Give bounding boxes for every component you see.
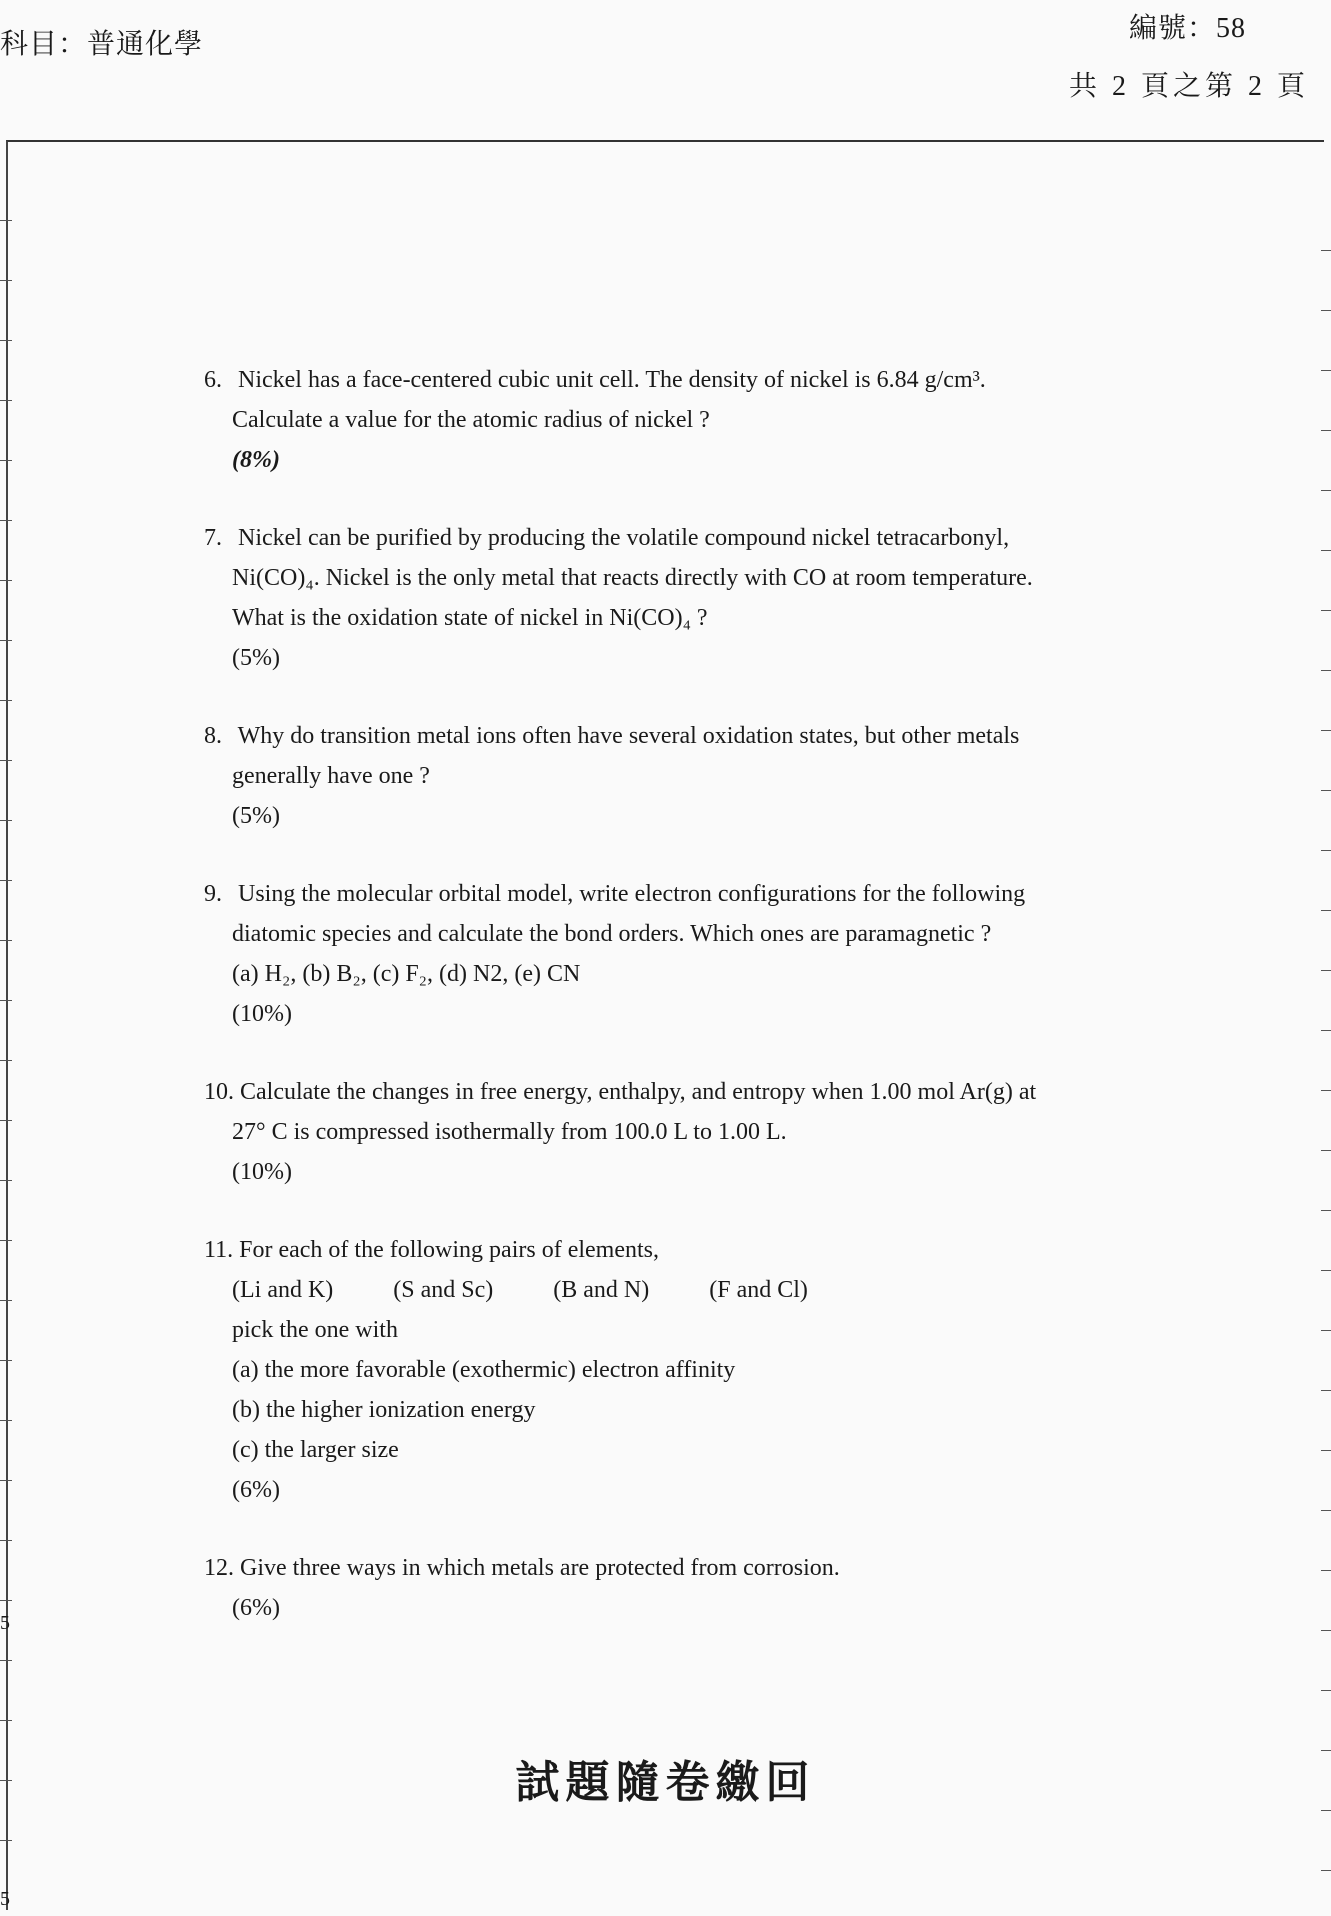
margin-tick — [0, 1600, 12, 1601]
question-points: (5%) — [232, 645, 280, 671]
question-text: What is the oxidation state of nickel in Ni(CO)₄ ? — [232, 605, 708, 631]
margin-tick — [1321, 1450, 1331, 1451]
margin-tick — [1321, 850, 1331, 851]
margin-tick — [1321, 430, 1331, 431]
question-text: Using the molecular orbital model, write electron configurations for the following — [238, 881, 1026, 907]
element-pair: (F and Cl) — [709, 1277, 808, 1303]
element-pair: (B and N) — [553, 1277, 650, 1303]
margin-tick — [1321, 1390, 1331, 1391]
margin-tick — [1321, 970, 1331, 971]
question-6 — [204, 360, 1154, 480]
margin-tick — [0, 580, 12, 581]
question-text: Nickel can be purified by producing the volatile compound nickel tetracarbonyl, — [238, 525, 1010, 551]
question-points: (10%) — [232, 1159, 292, 1185]
margin-tick — [0, 1120, 12, 1121]
question-10 — [204, 1072, 1154, 1192]
question-points: (6%) — [232, 1595, 280, 1621]
question-9 — [204, 874, 1154, 1034]
margin-tick — [0, 820, 12, 821]
question-text: (c) the larger size — [232, 1437, 399, 1463]
question-points: (5%) — [232, 803, 280, 829]
margin-tick — [0, 1300, 12, 1301]
question-points: (8%) — [232, 447, 280, 473]
margin-mark: 5 — [0, 1888, 10, 1910]
question-text: diatomic species and calculate the bond orders. Which ones are paramagnetic ? — [232, 921, 992, 947]
margin-tick — [1321, 1510, 1331, 1511]
margin-tick — [1321, 1150, 1331, 1151]
question-points: (10%) — [232, 1001, 292, 1027]
question-text: Give three ways in which metals are protected from corrosion. — [240, 1555, 840, 1581]
question-text: Ni(CO)₄. Nickel is the only metal that reacts directly with CO at room temperature. — [232, 565, 1033, 591]
margin-tick — [1321, 610, 1331, 611]
exam-code: 編號：58 — [1128, 13, 1246, 44]
margin-tick — [0, 400, 12, 401]
question-list — [204, 360, 1154, 1666]
margin-tick — [0, 280, 12, 281]
margin-tick — [1321, 910, 1331, 911]
margin-tick — [1321, 490, 1331, 491]
question-text: (b) the higher ionization energy — [232, 1397, 536, 1423]
margin-tick — [0, 1480, 12, 1481]
question-text: Calculate the changes in free energy, enthalpy, and entropy when 1.00 mol Ar(g) at — [240, 1079, 1037, 1105]
question-text: generally have one ? — [232, 763, 430, 789]
question-text: (a) H₂, (b) B₂, (c) F₂, (d) N2, (e) CN — [232, 961, 581, 987]
element-pair: (S and Sc) — [393, 1277, 494, 1303]
question-number: 10. — [204, 1079, 234, 1105]
margin-tick — [0, 940, 12, 941]
margin-tick — [1321, 310, 1331, 311]
margin-tick — [1321, 1330, 1331, 1331]
question-text: 27° C is compressed isothermally from 100.0 L to 1.00 L. — [232, 1119, 787, 1145]
margin-tick — [0, 1180, 12, 1181]
question-text: Why do transition metal ions often have several oxidation states, but other metals — [237, 723, 1020, 749]
margin-tick — [1321, 730, 1331, 731]
margin-tick — [0, 640, 12, 641]
margin-tick — [0, 1840, 12, 1841]
margin-tick — [0, 1720, 12, 1721]
margin-tick — [0, 1360, 12, 1361]
margin-tick — [1321, 1690, 1331, 1691]
question-8 — [204, 716, 1154, 836]
margin-tick — [1321, 1630, 1331, 1631]
margin-tick — [1321, 1870, 1331, 1871]
question-text: Nickel has a face-centered cubic unit cell. The density of nickel is 6.84 g/cm³. — [238, 367, 986, 393]
margin-tick — [0, 1540, 12, 1541]
margin-tick — [1321, 250, 1331, 251]
margin-tick — [1321, 1570, 1331, 1571]
question-text: pick the one with — [232, 1317, 398, 1343]
question-11 — [204, 1230, 1154, 1510]
question-points: (6%) — [232, 1477, 280, 1503]
margin-tick — [1321, 670, 1331, 671]
margin-tick — [0, 460, 12, 461]
element-pairs — [204, 1270, 1154, 1310]
question-number: 7. — [204, 525, 222, 551]
question-7 — [204, 518, 1154, 678]
margin-tick — [1321, 1090, 1331, 1091]
margin-tick — [0, 1660, 12, 1661]
question-number: 9. — [204, 881, 222, 907]
question-number: 11. — [204, 1237, 234, 1263]
margin-tick — [0, 1000, 12, 1001]
question-number: 8. — [204, 723, 222, 749]
element-pair: (Li and K) — [232, 1277, 334, 1303]
margin-tick — [1321, 790, 1331, 791]
margin-tick — [1321, 1030, 1331, 1031]
margin-tick — [0, 520, 12, 521]
margin-tick — [0, 760, 12, 761]
margin-tick — [0, 1060, 12, 1061]
margin-tick — [1321, 370, 1331, 371]
subject-label: 科目：普通化學 — [0, 29, 204, 60]
margin-tick — [1321, 550, 1331, 551]
margin-tick — [1321, 1270, 1331, 1271]
margin-tick — [0, 220, 12, 221]
margin-tick — [0, 1420, 12, 1421]
page-indicator: 共 2 頁之第 2 頁 — [1068, 71, 1309, 102]
margin-tick — [0, 1240, 12, 1241]
margin-mark: 5 — [0, 1612, 10, 1634]
margin-tick — [0, 340, 12, 341]
question-text: (a) the more favorable (exothermic) electron affinity — [232, 1357, 736, 1383]
margin-tick — [1321, 1810, 1331, 1811]
margin-tick — [0, 880, 12, 881]
margin-tick — [1321, 1210, 1331, 1211]
question-text: For each of the following pairs of elements, — [239, 1237, 659, 1263]
margin-tick — [0, 700, 12, 701]
question-text: Calculate a value for the atomic radius of nickel ? — [232, 407, 710, 433]
question-12 — [204, 1548, 1154, 1628]
question-number: 6. — [204, 367, 222, 393]
return-paper-note: 試題隨卷繳回 — [515, 1758, 816, 1807]
question-number: 12. — [204, 1555, 234, 1581]
